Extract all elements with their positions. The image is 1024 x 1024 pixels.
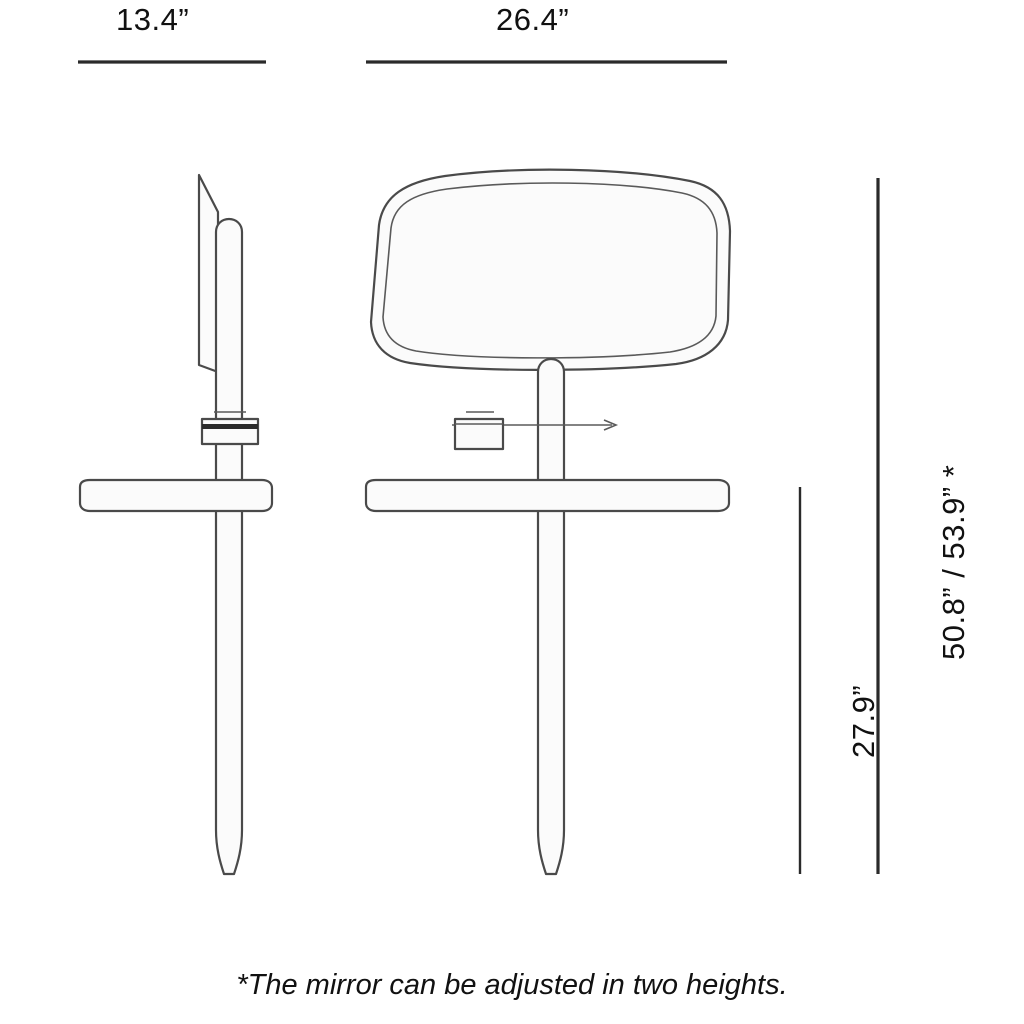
side-post	[216, 219, 242, 874]
side-view-drawing	[80, 175, 272, 874]
side-width-label: 13.4”	[116, 2, 190, 37]
front-tabletop	[366, 480, 729, 511]
front-post	[538, 359, 564, 874]
side-tray-accent	[202, 424, 258, 429]
front-width-label: 26.4”	[496, 2, 570, 37]
side-tabletop	[80, 480, 272, 511]
footnote-text: *The mirror can be adjusted in two heights.	[236, 969, 788, 1001]
table-height-label: 27.9”	[846, 684, 881, 758]
front-view-drawing	[366, 170, 730, 874]
side-tray	[202, 419, 258, 444]
total-height-label: 50.8” / 53.9” *	[936, 464, 971, 660]
front-mirror	[371, 170, 730, 370]
right-dimension-lines	[800, 178, 878, 874]
